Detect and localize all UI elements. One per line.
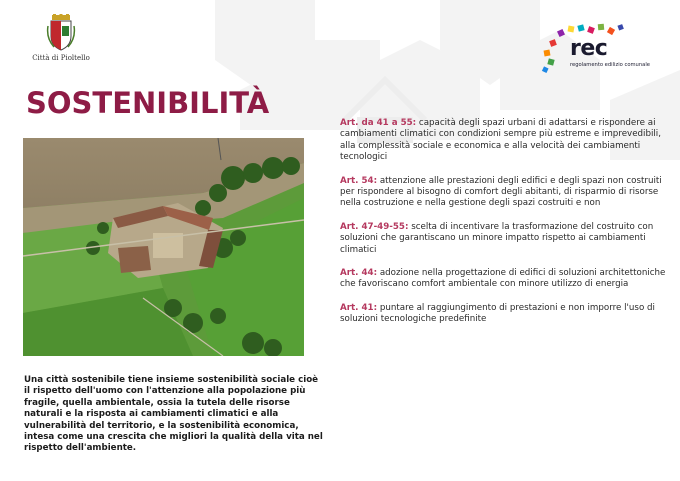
article-ref: Art. 54: [340,175,378,186]
article-text: adozione nella progettazione di edifici di soluzioni architettoniche che favoriscano comfort ambientale con minore utilizzo di energia [340,268,666,290]
articles-list [340,118,670,338]
city-logo [28,14,94,62]
article-item [340,303,670,326]
rec-logo [540,22,660,78]
article-text: scelta di incentivare la trasformazione del costruito con soluzioni che garantiscano un minore impatto rispetto ai cambiamenti climatici [340,221,654,255]
article-text: attenzione alle prestazioni degli edifici e degli spazi non costruiti per rispondere al bisogno di comfort degli abitanti, di risparmio di risorse nella costruzione e nella gestione degli spazi costruiti e non [340,175,662,209]
city-crest-icon [46,14,76,52]
article-text: puntare al raggiungimento di prestazioni e non imporre l'uso di soluzioni tecnologiche predefinite [340,302,655,325]
article-ref: Art. 44: [340,268,378,279]
sustainability-description: Una città sostenibile tiene insieme sostenibilità sociale cioè il rispetto dell'uomo con l'attenzione alla popolazione più fragile, quella ambientale, ossia la tutela delle risorse naturali e la risposta ai cambiamenti climatici e alla vulnerabilità del territorio, e la sostenibilità economica, intesa come una crescita che migliori la qualità della vita nel rispetto dell'ambiente. [24,375,323,454]
aerial-farmhouse-photo [23,138,304,356]
article-item [340,176,670,210]
article-item [340,118,670,164]
article-ref: Art. 47-49-55: [340,221,409,232]
rec-logo-subtitle: regolamento edilizio comunale [570,62,650,68]
city-name: Città di Pioltello [32,54,90,62]
article-ref: Art. 41: [340,302,378,313]
article-text: capacità degli spazi urbani di adattarsi e rispondere ai cambiamenti climatici con condizioni sempre più estreme e imprevedibili, alla complessità sociale e economica e alla velocità dei cambiamenti tecnologici [340,118,661,163]
page-title: SOSTENIBILITÀ [26,86,270,120]
article-item [340,222,670,256]
article-ref: Art. da 41 a 55: [340,118,417,128]
rec-logo-text: rec [570,36,608,61]
article-item [340,268,670,291]
